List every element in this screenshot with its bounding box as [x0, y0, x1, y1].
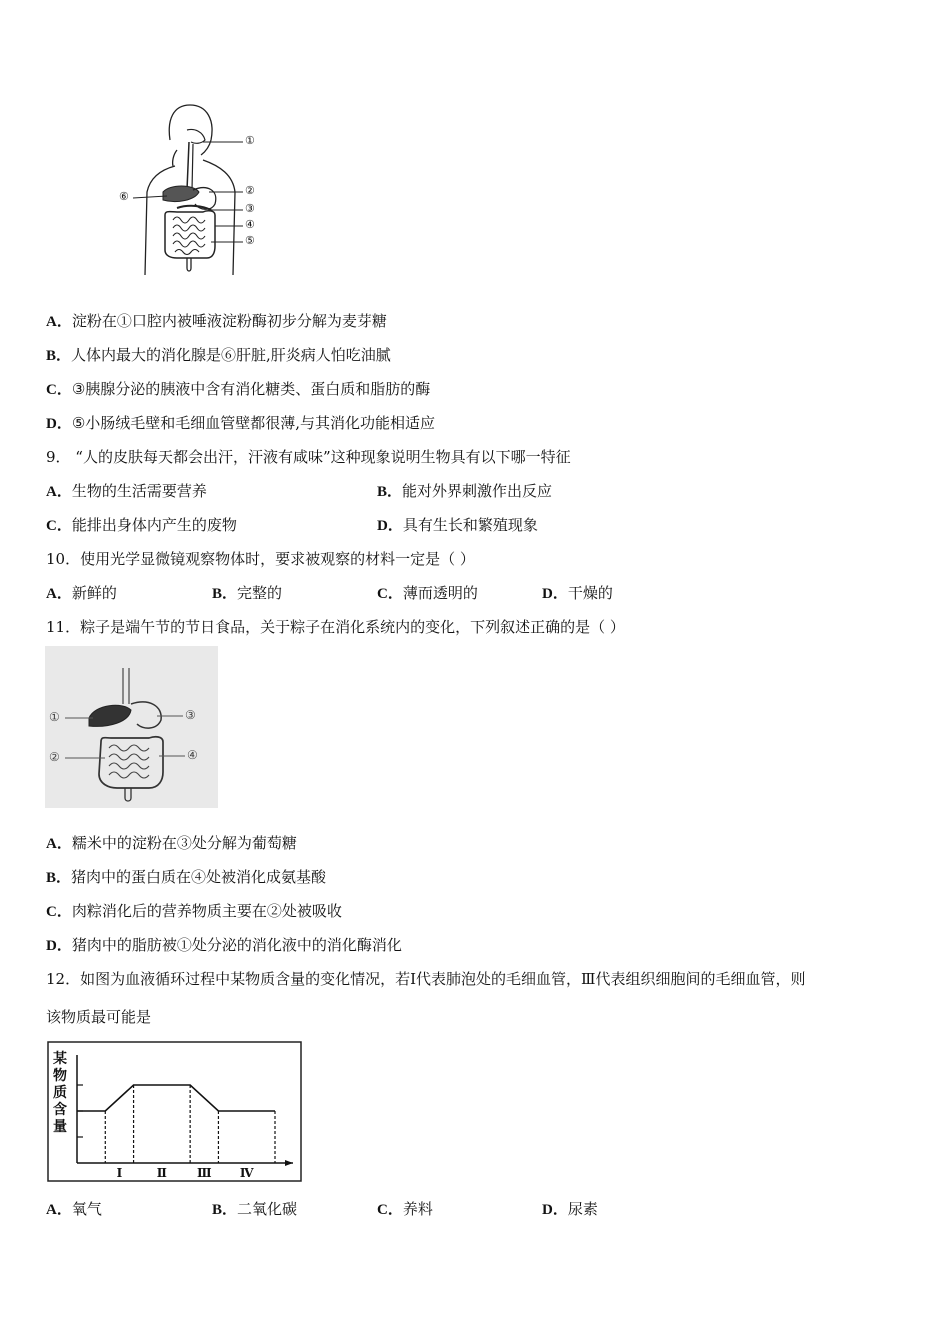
q9-option-d-text: 具有生长和繁殖现象 — [402, 516, 538, 534]
q10-stem: 10．使用光学显微镜观察物体时，要求被观察的材料一定是（ ） — [46, 550, 475, 568]
q12-option-b-label: B． — [212, 1202, 238, 1218]
q10-option-b-text: 完整的 — [237, 584, 283, 602]
q12-option-a-text: 氧气 — [71, 1200, 102, 1218]
q10-option-c — [377, 583, 478, 604]
y-axis-label-char: 物 — [53, 1068, 67, 1084]
q11-option-d — [46, 935, 402, 956]
q8-option-b-text: 人体内最大的消化腺是⑥肝脏,肝炎病人怕吃油腻 — [71, 346, 391, 364]
y-axis-label-char: 某 — [53, 1051, 67, 1067]
q8-option-d-text: ⑤小肠绒毛壁和毛细血管壁都很薄,与其消化功能相适应 — [71, 414, 436, 432]
q12-option-d — [542, 1199, 598, 1220]
q8-option-c-text: ③胰腺分泌的胰液中含有消化糖类、蛋白质和脂肪的酶 — [71, 380, 431, 398]
figure2-label-1: ① — [49, 710, 60, 724]
q11-option-b-text: 猪肉中的蛋白质在④处被消化成氨基酸 — [71, 868, 327, 886]
substance-content-chart — [47, 1041, 303, 1183]
q11-option-a-label: A． — [46, 836, 72, 852]
q10-option-c-text: 薄而透明的 — [402, 584, 478, 602]
q11-option-a-text: 糯米中的淀粉在③处分解为葡萄糖 — [71, 834, 297, 852]
digestive-system-figure-2 — [45, 646, 218, 808]
q9-option-b-label: B． — [377, 484, 403, 500]
figure2-label-2: ② — [49, 750, 60, 764]
digestive-system-figure-1 — [115, 100, 275, 275]
q12-option-d-text: 尿素 — [567, 1200, 598, 1218]
x-category-label: Ⅰ — [116, 1166, 123, 1180]
q10-option-a-text: 新鲜的 — [71, 584, 117, 602]
q11-option-c-text: 肉粽消化后的营养物质主要在②处被吸收 — [71, 902, 342, 920]
q9-option-c-text: 能排出身体内产生的废物 — [71, 516, 237, 534]
figure1-label-5: ⑤ — [245, 234, 255, 247]
q8-option-a-label: A． — [46, 314, 72, 330]
q10-option-d-label: D． — [542, 586, 568, 602]
q10-option-b — [212, 583, 282, 604]
q9-option-c — [46, 515, 237, 536]
q11-option-a — [46, 833, 297, 854]
q11-stem: 11．粽子是端午节的节日食品，关于粽子在消化系统内的变化，下列叙述正确的是（ ） — [46, 618, 625, 636]
q9-option-d — [377, 515, 538, 536]
figure2-label-3: ③ — [185, 708, 196, 722]
q9-option-c-label: C． — [46, 518, 72, 534]
q9-option-b-text: 能对外界刺激作出反应 — [402, 482, 553, 500]
y-axis-label-char: 含 — [53, 1102, 67, 1118]
q12-option-c-text: 养料 — [402, 1200, 433, 1218]
chart-svg — [47, 1041, 303, 1183]
q12-option-b-text: 二氧化碳 — [237, 1200, 298, 1218]
q10-option-d-text: 干燥的 — [567, 584, 613, 602]
q10-option-a — [46, 583, 117, 604]
q9-option-a — [46, 481, 207, 502]
y-axis-label-char: 质 — [53, 1085, 67, 1101]
q11-option-b — [46, 867, 326, 888]
figure1-label-2: ② — [245, 184, 255, 197]
q12-option-c — [377, 1199, 433, 1220]
q11-option-b-label: B． — [46, 870, 72, 886]
q10-option-c-label: C． — [377, 586, 403, 602]
q9-stem: 9． “人的皮肤每天都会出汗，汗液有咸味”这种现象说明生物具有以下哪一特征 — [46, 448, 571, 466]
q12-stem-line2: 该物质最可能是 — [46, 1008, 152, 1026]
figure2-label-4: ④ — [187, 748, 198, 762]
q8-option-b-label: B． — [46, 348, 72, 364]
q10-option-b-label: B． — [212, 586, 238, 602]
y-axis-label-char: 量 — [53, 1119, 67, 1135]
q9-option-a-label: A． — [46, 484, 72, 500]
figure1-label-1: ① — [245, 134, 255, 147]
q9-option-a-text: 生物的生活需要营养 — [71, 482, 207, 500]
q11-option-d-text: 猪肉中的脂肪被①处分泌的消化液中的消化酶消化 — [71, 936, 402, 954]
q8-option-a-text: 淀粉在①口腔内被唾液淀粉酶初步分解为麦芽糖 — [71, 312, 387, 330]
q8-option-c-label: C． — [46, 382, 72, 398]
q8-option-d-label: D． — [46, 416, 72, 432]
digestive-system-drawing-2 — [45, 646, 218, 808]
q8-option-c — [46, 379, 430, 400]
q12-option-a — [46, 1199, 102, 1220]
x-category-label: Ⅲ — [196, 1166, 212, 1180]
q11-option-c — [46, 901, 342, 922]
q8-option-a — [46, 311, 387, 332]
q8-option-d — [46, 413, 435, 434]
q11-option-c-label: C． — [46, 904, 72, 920]
q10-option-d — [542, 583, 613, 604]
figure1-label-3: ③ — [245, 202, 255, 215]
q12-option-a-label: A． — [46, 1202, 72, 1218]
q10-option-a-label: A． — [46, 586, 72, 602]
q12-stem-line1: 12．如图为血液循环过程中某物质含量的变化情况，若Ⅰ代表肺泡处的毛细血管，Ⅲ代表组织细胞间的毛细血管，则 — [46, 970, 806, 988]
figure1-label-6: ⑥ — [119, 190, 129, 203]
x-category-label: Ⅱ — [156, 1166, 167, 1180]
q8-option-b — [46, 345, 391, 366]
q9-option-d-label: D． — [377, 518, 403, 534]
figure1-label-4: ④ — [245, 218, 255, 231]
q11-option-d-label: D． — [46, 938, 72, 954]
q9-option-b — [377, 481, 552, 502]
q12-option-c-label: C． — [377, 1202, 403, 1218]
x-category-label: Ⅳ — [239, 1166, 254, 1180]
q12-option-d-label: D． — [542, 1202, 568, 1218]
q12-option-b — [212, 1199, 297, 1220]
